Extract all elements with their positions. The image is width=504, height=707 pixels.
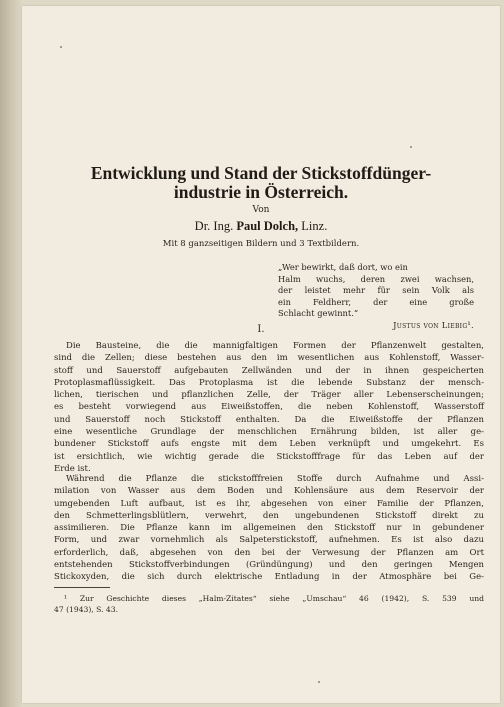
book-binding-shadow	[0, 0, 22, 707]
footnote-divider	[54, 587, 110, 588]
epigraph-line: Halm wuchs, deren zwei wachsen,	[278, 273, 474, 284]
illustrations-note: Mit 8 ganzseitigen Bildern und 3 Textbildern.	[162, 239, 360, 249]
author-line	[22, 219, 500, 234]
epigraph-source: Justus von Liebig¹.	[393, 319, 474, 330]
text-line: assimilieren. Die Pflanze kann im allgemeinen den Stickstoff nur in gebundener	[54, 523, 484, 534]
epigraph-quote	[278, 262, 474, 332]
title-line: Entwicklung und Stand der Stickstoffdünger-	[90, 163, 432, 183]
text-line: Die Bausteine, die die mannigfaltigen Formen der Pflanzenwelt gestalten,	[66, 341, 484, 351]
footnote	[54, 593, 484, 615]
text-line: stoff und Sauerstoff aufgebauten Zellwänden und der in ihnen gespeicherten	[54, 365, 484, 376]
text-line: eine wesentliche Grundlage der menschlichen Ernährung bilden, ist aller ge-	[54, 427, 484, 438]
text-line: milation von Wasser aus dem Boden und Kohlensäure aus dem Reservoir der	[54, 486, 484, 497]
text-line: Stickoxyden, die sich durch elektrische Entladung in der Atmosphäre bei Ge-	[54, 572, 484, 583]
text-line: sind die Zellen; diese bestehen aus den im wesentlichen aus Kohlenstoff, Wasser-	[54, 353, 484, 364]
text-line: den Schmetterlingsblütlern, verwehrt, den ungebundenen Stickstoff direkt zu	[54, 510, 484, 521]
text-line: lichen, tierischen und pflanzlichen Zelle, der Träger aller Lebenserscheinungen;	[54, 390, 484, 401]
scan-speck	[410, 146, 412, 148]
text-line: Erde ist.	[54, 463, 91, 474]
author-place: Linz.	[301, 219, 328, 233]
author-name: Paul Dolch,	[236, 219, 299, 233]
text-line: entstehenden Stickstoffverbindungen (Gründüngung) und den geringen Mengen	[54, 560, 484, 571]
footnote-line: 47 (1943), S. 43.	[54, 605, 118, 615]
body-paragraph-2	[54, 473, 484, 584]
text-line: bundener Stickstoff aufs engste mit dem Leben verknüpft und umgekehrt. Es	[54, 439, 484, 450]
epigraph-line: ein Feldherr, der eine große	[278, 296, 474, 307]
text-line: Protoplasmaflüssigkeit. Das Protoplasma ist die lebende Substanz der mensch-	[54, 377, 484, 388]
text-line: es besteht vorwiegend aus Eiweißstoffen, die neben Kohlenstoff, Wasserstoff	[54, 402, 484, 413]
footnote-line: ¹ Zur Geschichte dieses „Halm-Zitates“ siehe „Umschau“ 46 (1942), S. 539 und	[64, 594, 484, 603]
text-line: Form, und zwar vornehmlich als Salpeterstickstoff, aufnehmen. Es ist also dazu	[54, 535, 484, 546]
scan-speck	[60, 46, 62, 48]
text-line: ist ersichtlich, wie wichtig gerade die Stickstofffrage für das Leben auf der	[54, 451, 484, 462]
byline-prefix: Von	[252, 205, 270, 215]
text-line: umgebenden Luft aufbaut, ist es ihr, abgesehen von einer Familie der Pflanzen,	[54, 498, 484, 509]
section-heading: I.	[257, 324, 265, 335]
epigraph-line: Schlacht gewinnt.“	[278, 308, 359, 319]
title-line: industrie in Österreich.	[173, 182, 349, 202]
text-line: Während die Pflanze die stickstofffreien Stoffe durch Aufnahme und Assi-	[66, 474, 484, 484]
document-page	[22, 6, 500, 703]
body-paragraph-1	[54, 340, 484, 475]
article-title	[22, 164, 500, 202]
epigraph-line: „Wer bewirkt, daß dort, wo ein	[278, 262, 408, 272]
author-title: Dr. Ing.	[194, 219, 234, 233]
scan-speck	[318, 681, 320, 683]
text-line: und Sauerstoff noch Stickstoff enthalten. Da die Eiweißstoffe der Pflanzen	[54, 414, 484, 425]
epigraph-line: der leistet mehr für sein Volk als	[278, 285, 474, 296]
text-line: erforderlich, daß, abgesehen von den bei der Verwesung der Pflanzen am Ort	[54, 547, 484, 558]
